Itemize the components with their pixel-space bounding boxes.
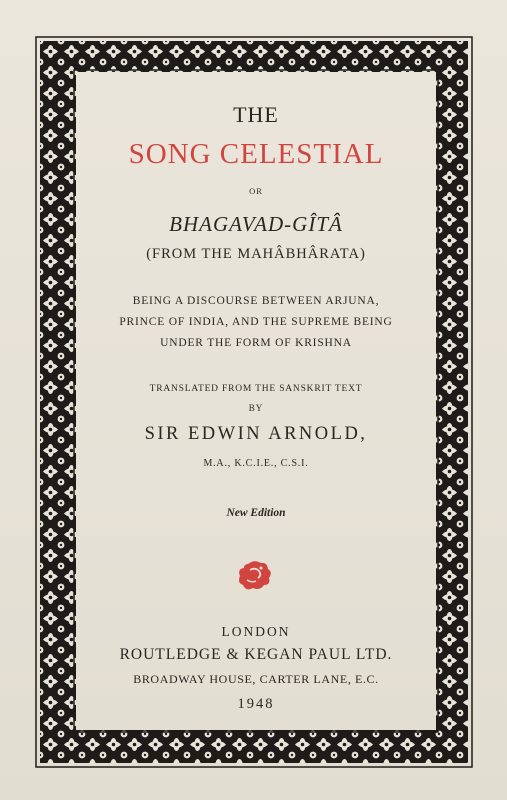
publisher-city: LONDON: [221, 624, 291, 639]
by-label: BY: [248, 403, 264, 413]
edition-label: New Edition: [226, 507, 286, 519]
main-title: SONG CELESTIAL: [128, 138, 384, 170]
translation-note: TRANSLATED FROM THE SANSKRIT TEXT: [149, 384, 363, 394]
title-page-content: [78, 74, 434, 726]
author-degrees: M.A., K.C.I.E., C.S.I.: [203, 458, 309, 469]
red-publisher-device-icon: [234, 558, 278, 596]
publisher-address: BROADWAY HOUSE, CARTER LANE, E.C.: [133, 672, 379, 686]
source-text: (FROM THE MAHÂBHÂRATA): [146, 246, 366, 262]
author-name: SIR EDWIN ARNOLD,: [144, 424, 368, 444]
subtitle: BHAGAVAD-GÎTÂ: [169, 212, 343, 236]
publication-year: 1948: [237, 696, 275, 712]
title-article: THE: [233, 102, 279, 127]
description-line-2: PRINCE OF INDIA, AND THE SUPREME BEING: [119, 316, 393, 328]
title-or: OR: [249, 186, 263, 196]
description-line-3: UNDER THE FORM OF KRISHNA: [160, 337, 352, 349]
publisher-name: ROUTLEDGE & KEGAN PAUL LTD.: [119, 646, 393, 663]
description-line-1: BEING A DISCOURSE BETWEEN ARJUNA,: [132, 295, 380, 307]
